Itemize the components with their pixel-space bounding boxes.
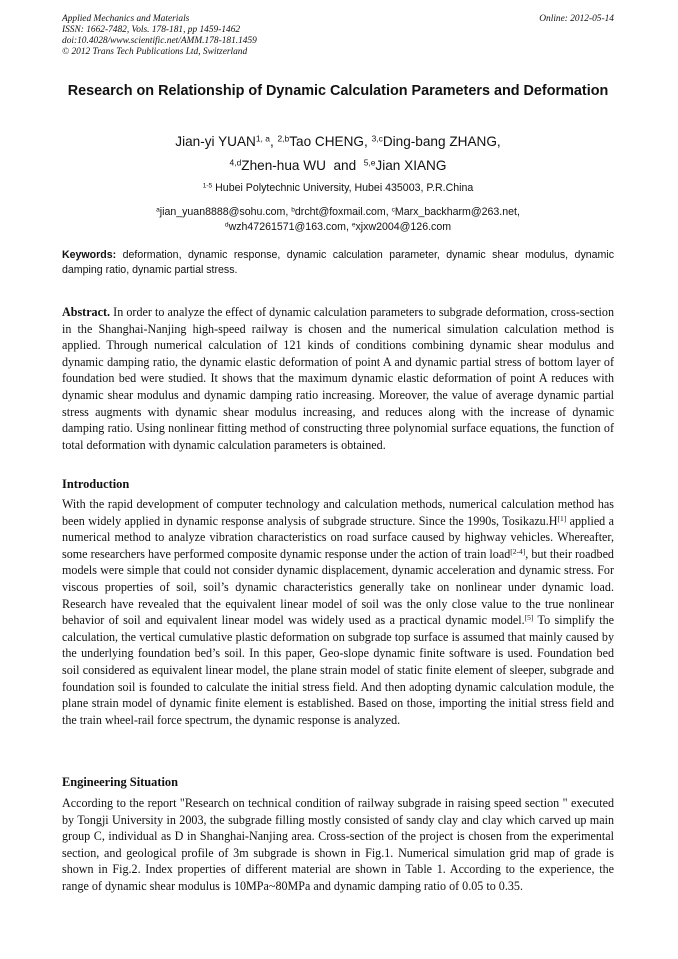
email-link[interactable]: wzh47261571@163.com: [228, 221, 346, 233]
author-name: Ding-bang ZHANG: [382, 134, 497, 149]
keywords: [62, 248, 614, 278]
journal-doi[interactable]: doi:10.4028/www.scientific.net/AMM.178-181.1459: [62, 36, 257, 46]
email-link[interactable]: Marx_backharm@263.net: [394, 206, 517, 218]
email-link[interactable]: drcht@foxmail.com: [294, 206, 386, 218]
section-heading-engineering: Engineering Situation: [62, 775, 179, 789]
author-name: Jian XIANG: [375, 158, 447, 173]
keywords-text: deformation, dynamic response, dynamic calculation parameter, dynamic shear modulus, dynamic damping ratio, dynamic partial stress.: [62, 249, 614, 276]
affiliation: [62, 181, 614, 195]
affiliation-marker: 1-5: [202, 182, 213, 190]
paper-title: Research on Relationship of Dynamic Calculation Parameters and Deformation: [67, 83, 609, 99]
author-name: Jian-yi YUAN: [175, 134, 256, 149]
section-heading-introduction: Introduction: [62, 477, 130, 491]
abstract-label: Abstract.: [62, 305, 111, 319]
affiliation-text: Hubei Polytechnic University, Hubei 435003, P.R.China: [215, 182, 474, 194]
author-affil-marker: 5,e: [363, 157, 376, 168]
author-affil-marker: 3,c: [371, 133, 383, 144]
email-link[interactable]: jian_yuan8888@sohu.com: [159, 206, 286, 218]
author-emails: $^a$jian_yuan8888@sohu.com, $^b$drcht@foxmail.com, $^c$Marx_backharm@263.net, $^d$wzh47261571@163.com, $^e$xjxw2004@126.com: [156, 206, 520, 233]
author-name: Tao CHENG: [289, 134, 365, 149]
citation[interactable]: [2-4]: [510, 546, 526, 556]
introduction-body: With the rapid development of computer technology and calculation methods, numerical calculation method has been widely applied in dynamic response analysis of subgrade structure. Since the 1990s, Tosikazu.H[1] applied a numerical method to analyze vibration characteristics on road surface caused by highway vehicles. Whereafter, some researchers have performed composite dynamic response under the action of train load[2-4], but their roadbed models were simple that could not consider dynamic displacement, dynamic acceleration and dynamic stress. For viscous properties of soil, soil’s dynamic characteristics generally take on nonlinear under dynamic load. Research have revealed that the equivalent linear model of soil was the only close value to the true nonlinear behavior of soil and equivalent linear model was widely used as a practical dynamic model.[5] To simplify the calculation, the vertical cumulative plastic deformation on subgrade top surface is assumed that mainly caused by the underlying foundation bed’s soil. In this paper, Geo-slope dynamic finite software is used. Foundation bed soil considered as equivalent linear model, the plane strain model of static finite element of sleeper, subgrade and foundation soil is founded to calculate the initial stress field. And then adopting dynamic calculation module, the plane strain model of dynamic finite element is established. Based on those, importing the initial stress field and the train wheel-rail force spectrum, the dynamic response is analyzed.: [62, 497, 614, 727]
author-affil-marker: 1, a: [255, 133, 270, 144]
citation[interactable]: [5]: [524, 613, 534, 623]
author-affil-marker: 2,b: [277, 133, 290, 144]
engineering-body: According to the report "Research on technical condition of railway subgrade in raising speed section " executed by Tongji University in 2003, the subgrade filling mostly consisted of sandy clay and clay which carved up main group C, individual as D in Shanghai-Nanjing area. Cross-section of the project is chosen from the experimental section, and geological profile of 3m subgrade is shown in Fig.1. Numerical simulation grid map of grade is shown in Fig.2. Index properties of different material are shown in Table 1. According to the experience, the range of dynamic shear modulus is 10MPa~80MPa and dynamic damping ratio of 0.05 to 0.35.: [62, 796, 614, 893]
abstract: [62, 304, 614, 453]
author-affil-marker: 4,d: [229, 157, 242, 168]
author-list: Jian-yi YUAN$^{1, a}$, $^{2,b}$Tao CHENG, $^{3,c}$Ding-bang ZHANG, $^{4,d}$Zhen-hua WU and $^{5,e}$Jian XIANG: [175, 133, 501, 173]
journal-issn: ISSN: 1662-7482, Vols. 178-181, pp 1459-1462: [62, 25, 241, 35]
abstract-text: In order to analyze the effect of dynamic calculation parameters to subgrade deformation, cross-section in the Shanghai-Nanjing high-speed railway is chosen and the numerical simulation calculation method is applied. Through numerical calculation of 121 kinds of conditions combining dynamic shear modulus and dynamic damping ratio, the dynamic elastic deformation of point A and dynamic partial stress of bottom layer of foundation bed were studied. It shows that the maximum dynamic elastic deformation of point A reduces with dynamic shear modulus and dynamic damping ratio increasing. Moreover, the value of average dynamic partial stress augments with dynamic shear modulus increasing, and reduces along with the increase of dynamic damping ratio. Using nonlinear fitting method of constructing three polynomial surface equations, the function of total deformation with dynamic calculation parameters is obtained.: [62, 305, 614, 452]
journal-header: [62, 14, 614, 58]
author-conjunction: and: [333, 158, 357, 173]
online-date: Online: 2012-05-14: [539, 14, 614, 24]
journal-copyright: © 2012 Trans Tech Publications Ltd, Switzerland: [62, 47, 248, 57]
email-link[interactable]: xjxw2004@126.com: [355, 221, 452, 233]
author-name: Zhen-hua WU: [241, 158, 326, 173]
journal-name: Applied Mechanics and Materials: [62, 14, 190, 24]
keywords-label: Keywords:: [62, 249, 117, 261]
citation[interactable]: [1]: [557, 513, 567, 523]
